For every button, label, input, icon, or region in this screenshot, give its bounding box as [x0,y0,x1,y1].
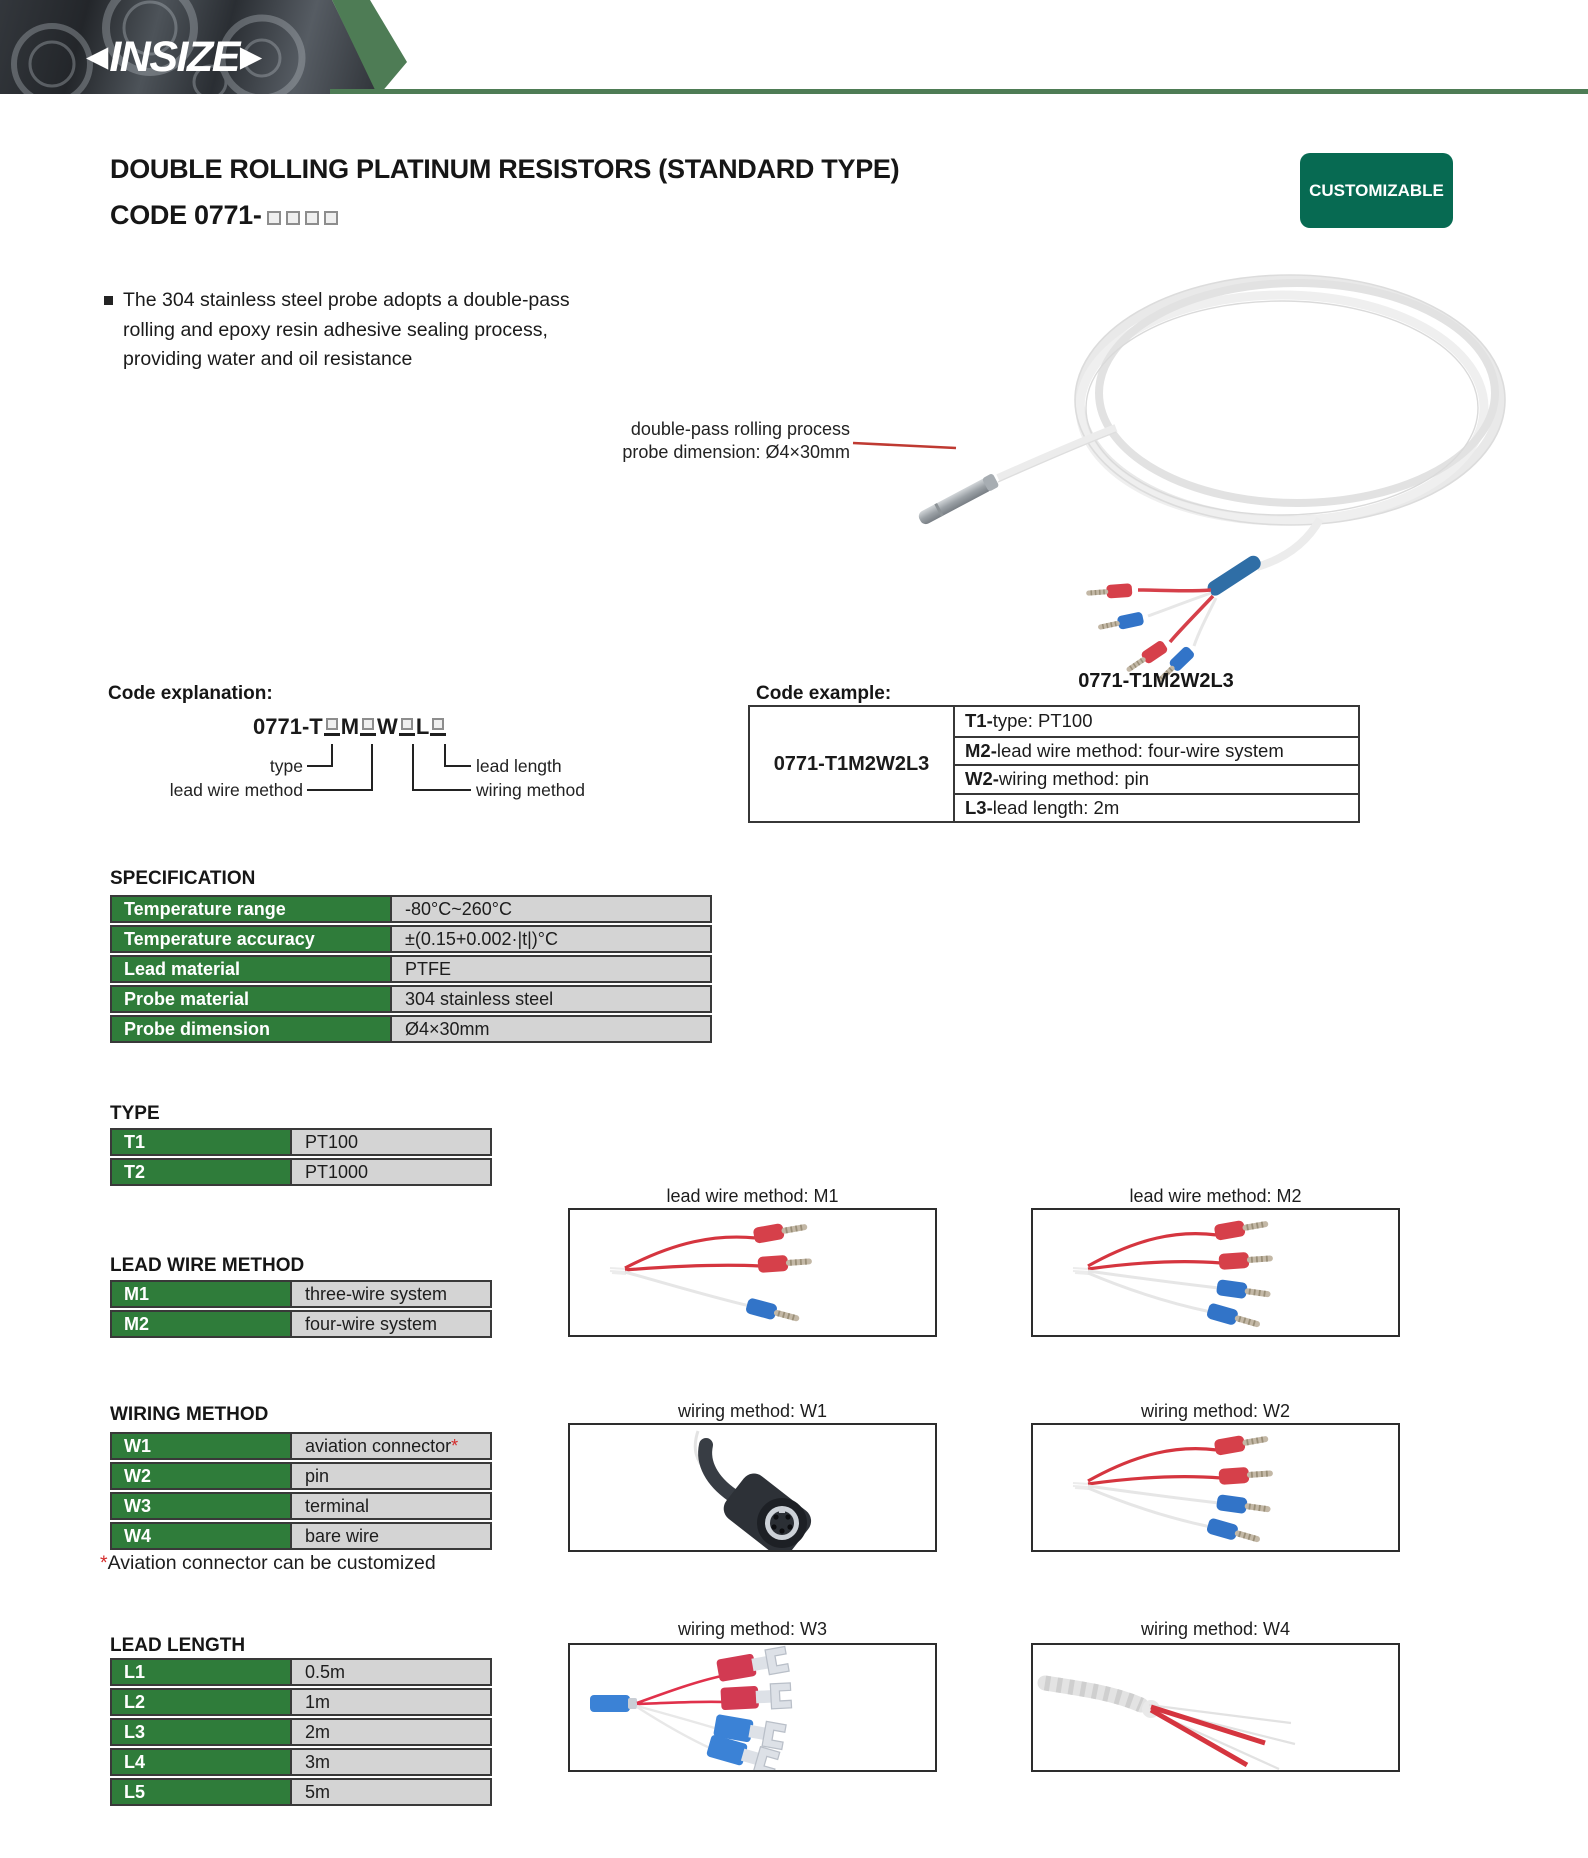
asterisk-icon: * [100,1552,108,1574]
spec-label: Lead material [112,957,392,981]
table-row [110,1522,492,1550]
callout-leader-line [853,443,956,448]
w3-figure [568,1643,937,1772]
wiring-value [292,1434,490,1458]
code-explanation-heading: Code explanation: [108,683,273,704]
length-code: L3 [112,1720,292,1744]
table-row [110,1158,492,1186]
probe-callout [560,418,850,463]
blue-sleeve [1205,553,1263,598]
table-row [110,925,712,953]
code-example-table [748,705,1360,823]
spec-value: 304 stainless steel [405,988,554,1009]
type-value: PT100 [305,1131,359,1152]
table-row [110,1658,492,1686]
product-code-prefix: CODE 0771- [110,200,262,230]
row-code: M2- [965,739,997,761]
header-green-rule [330,89,1588,94]
wiring-code: W2 [112,1464,292,1488]
table-row [110,1492,492,1520]
spec-label: Temperature accuracy [112,927,392,951]
method-code: M1 [112,1282,292,1306]
label-type: type [269,756,303,776]
pin-terminals-illustration [1033,1425,1398,1550]
placeholder-square-icon [305,211,319,225]
wiring-value: bare wire [305,1525,380,1546]
placeholder-square-icon [324,211,338,225]
code-example-row [955,707,1358,736]
table-row [110,1688,492,1716]
row-text: wiring method: pin [998,768,1150,790]
length-value: 5m [305,1781,331,1802]
m1-wires-illustration [570,1210,935,1335]
spec-value: ±(0.15+0.002·|t|)°C [405,928,558,949]
length-value: 1m [305,1691,331,1712]
fork-terminals-illustration [570,1645,935,1770]
wiring-code: W3 [112,1494,292,1518]
table-row [110,1015,712,1043]
product-photo [760,230,1510,700]
callout-line1: double-pass rolling process [630,419,850,439]
code-example-row [955,736,1358,765]
placeholder-square-icon [286,211,300,225]
method-value: four-wire system [305,1313,438,1334]
type-code: T2 [112,1160,292,1184]
insize-logo [86,33,263,81]
length-code: L1 [112,1660,292,1684]
lead-wire-method-table [110,1280,492,1338]
method-value: three-wire system [305,1283,448,1304]
page-title [110,146,899,238]
m2-figure-label: lead wire method: M2 [1129,1186,1302,1206]
table-row [110,1310,492,1338]
table-row [110,1718,492,1746]
specification-table [110,895,712,1043]
table-row [110,1128,492,1156]
type-heading: TYPE [110,1103,160,1124]
m1-figure-label: lead wire method: M1 [666,1186,839,1206]
code-part: L [415,714,430,739]
w3-figure-label: wiring method: W3 [677,1619,828,1639]
code-part: M [340,714,360,739]
customizable-badge: CUSTOMIZABLE [1300,153,1453,228]
m2-wires-illustration [1033,1210,1398,1335]
wiring-code: W4 [112,1524,292,1548]
specification-heading: SPECIFICATION [110,868,256,889]
spec-value: -80°C~260°C [405,898,512,919]
callout-line2: probe dimension: Ø4×30mm [622,441,850,462]
logo-right-arrow-icon: ▶ [239,41,263,73]
lead-wire-method-heading: LEAD WIRE METHOD [110,1255,305,1276]
table-row [110,1462,492,1490]
lead-length-table [110,1658,492,1806]
spec-label: Probe dimension [112,1017,392,1041]
table-row [110,1280,492,1308]
type-table [110,1128,492,1186]
wiring-value-text: aviation connector [305,1435,452,1456]
row-text: lead length: 2m [992,796,1120,818]
row-code: T1- [965,710,993,732]
code-part: W [377,714,398,739]
wiring-value: terminal [305,1495,370,1516]
bullet-square-icon [104,296,113,305]
bare-wire-illustration [1033,1645,1398,1770]
w4-figure-label: wiring method: W4 [1140,1619,1291,1639]
code-example-code: 0771-T1M2W2L3 [750,707,955,821]
length-value: 2m [305,1721,331,1742]
wiring-footnote [100,1552,436,1575]
table-row [110,985,712,1013]
aviation-connector-illustration [570,1425,935,1550]
length-value: 0.5m [305,1661,346,1682]
table-row [110,895,712,923]
spec-value: PTFE [405,958,452,979]
wiring-code: W1 [112,1434,292,1458]
table-row [110,955,712,983]
method-code: M2 [112,1312,292,1336]
m2-figure [1031,1208,1400,1337]
footnote-text: Aviation connector can be customized [107,1552,436,1574]
table-row [110,1748,492,1776]
length-code: L2 [112,1690,292,1714]
w4-figure [1031,1643,1400,1772]
type-value: PT1000 [305,1161,369,1182]
feature-bullet [104,286,594,375]
wiring-method-table [110,1432,492,1550]
lead-length-heading: LEAD LENGTH [110,1635,246,1656]
code-part: 0771-T [253,714,323,739]
logo-left-arrow-icon: ◀ [86,41,109,73]
type-code: T1 [112,1130,292,1154]
label-lead-wire-method: lead wire method [169,780,303,800]
spec-label: Probe material [112,987,392,1011]
label-wiring-method: wiring method [476,780,585,800]
m1-figure [568,1208,937,1337]
brand-name: INSIZE [109,33,239,81]
asterisk-icon: * [451,1435,459,1456]
feature-bullet-text: The 304 stainless steel probe adopts a double-pass rolling and epoxy resin adhesive sealing process, providing water and oil resistance [123,289,570,370]
placeholder-square-icon [267,211,281,225]
length-value: 3m [305,1751,331,1772]
w1-figure [568,1423,937,1552]
length-code: L5 [112,1780,292,1804]
length-code: L4 [112,1750,292,1774]
w1-figure-label: wiring method: W1 [677,1401,828,1421]
w2-figure [1031,1423,1400,1552]
wiring-method-heading: WIRING METHOD [110,1404,269,1425]
row-code: L3- [965,796,993,818]
page-title-line1: DOUBLE ROLLING PLATINUM RESISTORS (STANDARD TYPE) [110,154,900,184]
code-example-row [955,793,1358,822]
code-example-heading: Code example: [756,683,892,704]
row-text: lead wire method: four-wire system [996,739,1284,761]
wiring-value: pin [305,1465,330,1486]
table-row [110,1432,492,1460]
code-example-row [955,764,1358,793]
spec-value: Ø4×30mm [405,1018,490,1039]
label-lead-length: lead length [476,756,562,776]
table-row [110,1778,492,1806]
row-text: type: PT100 [992,710,1093,732]
product-code-label: 0771-T1M2W2L3 [1078,670,1234,692]
row-code: W2- [965,768,999,790]
code-explanation-section [95,680,655,815]
probe-tip [916,473,999,527]
w2-figure-label: wiring method: W2 [1140,1401,1291,1421]
spec-label: Temperature range [112,897,392,921]
